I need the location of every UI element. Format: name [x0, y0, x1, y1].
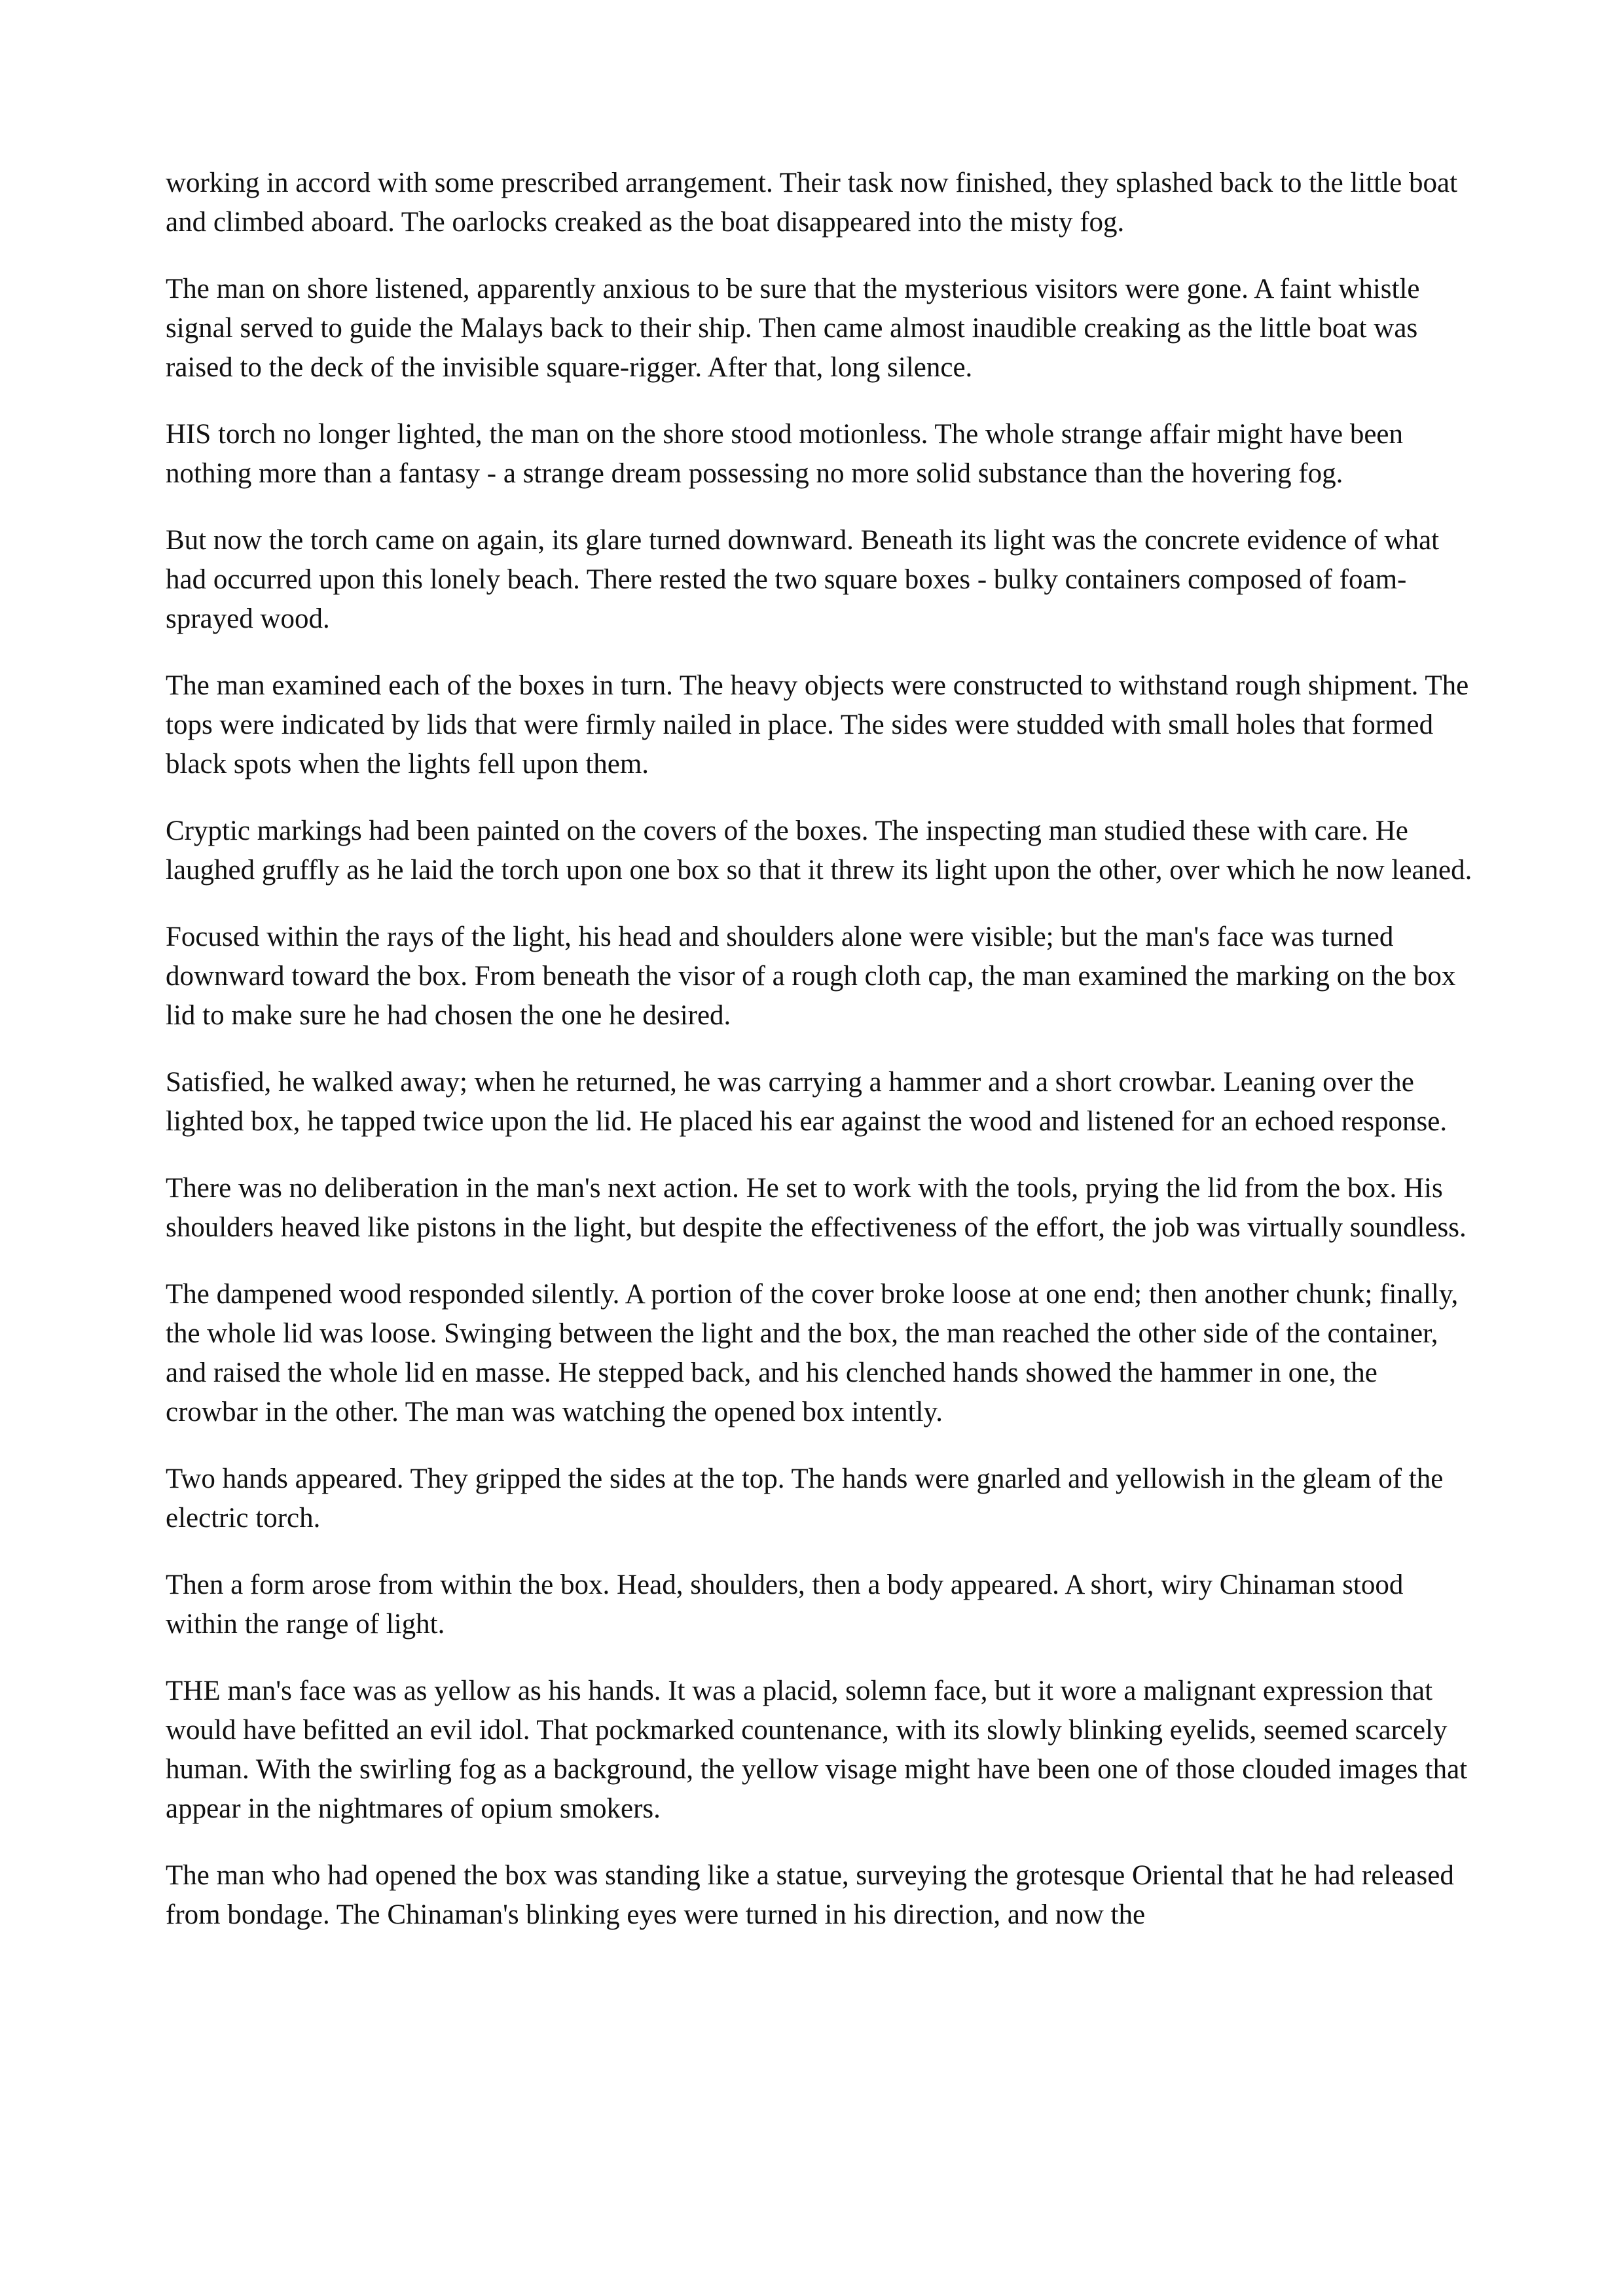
paragraph: HIS torch no longer lighted, the man on the shore stood motionless. The whole strange affair might have been nothing more than a fantasy - a strange dream possessing no more solid substance than the hovering fog.	[166, 419, 1403, 489]
paragraph: THE man's face was as yellow as his hands. It was a placid, solemn face, but it wore a malignant expression that would have befitted an evil idol. That pockmarked countenance, with its slowly blinking eyelids, seemed scarcely human. With the swirling fog as a background, the yellow visage might have been one of those clouded images that appear in the nightmares of opium smokers.	[166, 1676, 1468, 1824]
document-page	[166, 164, 1475, 1935]
paragraph: Satisfied, he walked away; when he returned, he was carrying a hammer and a short crowbar. Leaning over the lighted box, he tapped twice upon the lid. He placed his ear against the wood and listened for an echoed response.	[166, 1067, 1448, 1137]
paragraph: But now the torch came on again, its glare turned downward. Beneath its light was the concrete evidence of what had occurred upon this lonely beach. There rested the two square boxes - bulky containers composed of foam-sprayed wood.	[166, 525, 1440, 634]
paragraph: Two hands appeared. They gripped the sides at the top. The hands were gnarled and yellowish in the gleam of the electric torch.	[166, 1463, 1444, 1534]
paragraph: The dampened wood responded silently. A portion of the cover broke loose at one end; then another chunk; finally, the whole lid was loose. Swinging between the light and the box, the man reached the other side of the container, and raised the whole lid en masse. He stepped back, and his clenched hands showed the hammer in one, the crowbar in the other. The man was watching the opened box intently.	[166, 1279, 1459, 1427]
paragraph: The man on shore listened, apparently anxious to be sure that the mysterious visitors were gone. A faint whistle signal served to guide the Malays back to their ship. Then came almost inaudible creaking as the little boat was raised to the deck of the invisible square-rigger. After that, long silence.	[166, 274, 1420, 383]
paragraph: There was no deliberation in the man's next action. He set to work with the tools, prying the lid from the box. His shoulders heaved like pistons in the light, but despite the effectiveness of the effort, the job was virtually soundless.	[166, 1173, 1467, 1243]
paragraph: Focused within the rays of the light, his head and shoulders alone were visible; but the man's face was turned downward toward the box. From beneath the visor of a rough cloth cap, the man examined the marking on the box lid to make sure he had chosen the one he desired.	[166, 922, 1456, 1031]
paragraph: The man examined each of the boxes in turn. The heavy objects were constructed to withstand rough shipment. The tops were indicated by lids that were firmly nailed in place. The sides were studded with small holes that formed black spots when the lights fell upon them.	[166, 670, 1469, 780]
paragraph: Cryptic markings had been painted on the covers of the boxes. The inspecting man studied these with care. He laughed gruffly as he laid the torch upon one box so that it threw its light upon the other, over which he now leaned.	[166, 816, 1472, 886]
paragraph: working in accord with some prescribed arrangement. Their task now finished, they splashed back to the little boat and climbed aboard. The oarlocks creaked as the boat disappeared into the misty fog.	[166, 168, 1458, 238]
paragraph: Then a form arose from within the box. Head, shoulders, then a body appeared. A short, wiry Chinaman stood within the range of light.	[166, 1570, 1404, 1640]
paragraph: The man who had opened the box was standing like a statue, surveying the grotesque Oriental that he had released from bondage. The Chinaman's blinking eyes were turned in his direction, and now the	[166, 1860, 1454, 1930]
